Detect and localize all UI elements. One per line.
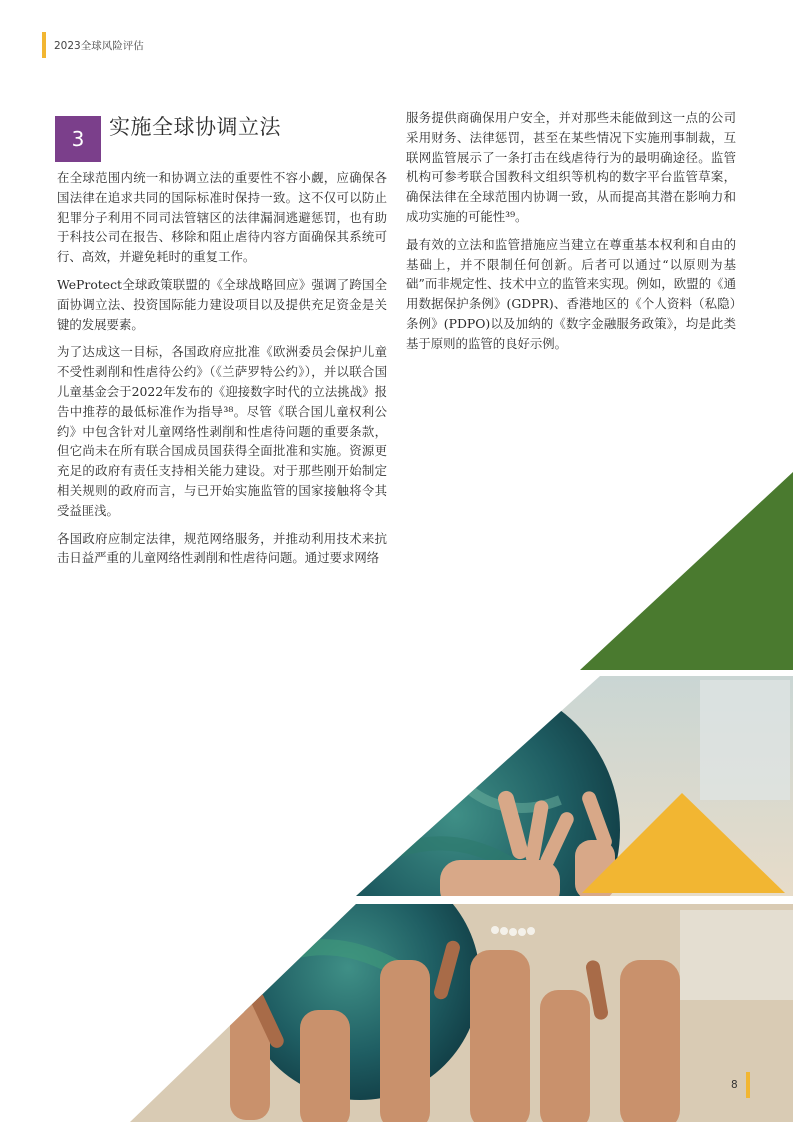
paragraph: 为了达成这一目标，各国政府应批准《欧洲委员会保护儿童不受性剥削和性虐待公约》（《兰萨罗特公约》），并以联合国儿童基金会于2022年发布的《迎接数字时代的立法挑战》报告中推荐的最低标准作为指导³⁸。尽管《联合国儿童权利公约》中包含针对儿童网络性剥削和性虐待问题的重要条款，但它尚未在所有联合国成员国获得全面批准和实施。资源更充足的政府有责任支持相关能力建设。对于那些刚开始制定相关规则的政府而言，与已开始实施监管的国家接触将令其受益匪浅。 — [57, 344, 387, 518]
paragraph: 在全球范围内统一和协调立法的重要性不容小觑，应确保各国法律在追求共同的国际标准时保持一致。这不仅可以防止犯罪分子利用不同司法管辖区的法律漏洞逃避惩罚，也有助于科技公司在报告、移除和阻止虐待内容方面确保其系统可行、高效，并避免耗时的重复工作。 — [57, 170, 387, 265]
section-number-badge: 3 — [55, 116, 101, 162]
lower-photo-panel — [120, 860, 793, 1122]
page-number: 8 — [731, 1079, 738, 1091]
header-title: 2023全球风险评估 — [54, 40, 144, 52]
paragraph: 各国政府应制定法律，规范网络服务，并推动利用技术来抗击日益严重的儿童网络性剥削和性虐待问题。通过要求网络 — [57, 530, 387, 566]
paragraph: 最有效的立法和监管措施应当建立在尊重基本权利和自由的基础上，并不限制任何创新。后者可以通过“以原则为基础”而非规定性、技术中立的监管来实现。例如，欧盟的《通用数据保护条例》(GDPR)、香港地区的《个人资料（私隐）条例》(PDPO)以及加纳的《数字金融服务政策》，均是此类基于原则的监管的良好示例。 — [406, 236, 736, 351]
green-triangle — [580, 472, 793, 670]
page-number-accent-bar — [746, 1072, 750, 1098]
paragraph: 服务提供商确保用户安全，并对那些未能做到这一点的公司采用财务、法律惩罚，甚至在某些情况下实施刑事制裁，互联网监管展示了一条打击在线虐待行为的最明确途径。监管机构可参考联合国教科文组织等机构的数字平台监管草案，确保法律在全球范围内协调一致，从而提高其潜在影响力和成功实施的可能性³⁹。 — [406, 110, 736, 224]
paragraph: WeProtect全球政策联盟的《全球战略回应》强调了跨国全面协调立法、投资国际能力建设项目以及提供充足资金是关键的发展要素。 — [57, 276, 387, 332]
section-title: 实施全球协调立法 — [109, 115, 281, 139]
